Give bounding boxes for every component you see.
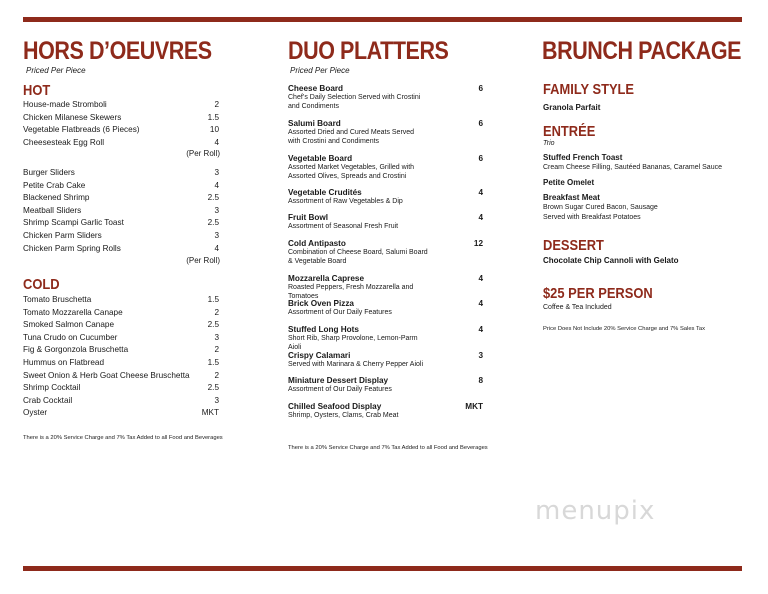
menu-item xyxy=(23,345,219,355)
menu-item xyxy=(23,243,219,253)
menu-item-price: 2.5 xyxy=(207,218,219,228)
platter-desc: Assortment of Seasonal Fresh Fruit xyxy=(288,223,399,230)
hors-footnote: There is a 20% Service Charge and 7% Tax Added to all Food and Beverages xyxy=(23,435,223,441)
menu-item-price: 2 xyxy=(214,370,219,380)
menu-item-name: Tomato Mozzarella Canape xyxy=(23,307,123,317)
platter-item xyxy=(288,213,483,231)
platter-price: 12 xyxy=(473,239,483,248)
platter-name: Salumi Board xyxy=(288,119,341,128)
platter-desc: Assorted Market Vegetables, Grilled with Assorted Olives, Spreads and Crostini xyxy=(288,164,415,180)
platter-price: 6 xyxy=(478,119,483,128)
menu-item xyxy=(23,100,219,109)
menu-item-price: 2.5 xyxy=(207,193,219,203)
menu-item xyxy=(23,383,219,393)
menu-item-name: Crab Cocktail xyxy=(23,395,73,405)
platter-item xyxy=(288,119,483,146)
menu-item-name: Blackened Shrimp xyxy=(23,193,90,203)
platter-desc: Assorted Dried and Cured Meats Served with Crostini and Condiments xyxy=(288,129,415,145)
platter-price: 4 xyxy=(478,325,483,334)
menu-item-price: 1.5 xyxy=(207,295,219,304)
platter-item xyxy=(288,299,483,317)
platter-item xyxy=(288,325,483,352)
menu-item-name: Chicken Parm Sliders xyxy=(23,231,102,240)
menu-item-name: Burger Sliders xyxy=(23,168,75,177)
duo-subtitle: Priced Per Piece xyxy=(290,66,350,75)
menu-item-price: 2 xyxy=(214,307,219,317)
menu-item xyxy=(23,408,219,418)
platter-desc: Shrimp, Oysters, Clams, Crab Meat xyxy=(288,412,399,419)
platter-price: 8 xyxy=(478,376,483,385)
platter-price: 4 xyxy=(478,274,483,283)
platter-name: Fruit Bowl xyxy=(288,213,329,222)
menu-item-price: 4 xyxy=(214,137,219,147)
platter-price: 4 xyxy=(478,299,483,308)
french-toast: Stuffed French Toast xyxy=(543,153,623,162)
petite-omelet: Petite Omelet xyxy=(543,178,595,187)
menu-item-price: MKT xyxy=(201,408,219,418)
price-heading: $25 PER PERSON xyxy=(543,285,653,302)
menu-item-price: 3 xyxy=(214,395,219,405)
platter-item xyxy=(288,376,483,394)
menu-item-price: 4 xyxy=(214,243,219,253)
menu-item xyxy=(23,295,219,304)
menu-item-price: 2 xyxy=(214,345,219,355)
menu-item-price: 3 xyxy=(214,205,219,215)
menu-item-name: Smoked Salmon Canape xyxy=(23,320,115,330)
brunch-title: BRUNCH PACKAGE xyxy=(542,37,742,65)
menu-item xyxy=(23,370,219,380)
hot-note-1: (Per Roll) xyxy=(186,149,220,158)
family-style-heading: FAMILY STYLE xyxy=(543,81,635,98)
menu-item-price: 10 xyxy=(209,125,219,135)
bottom-rule xyxy=(23,566,742,571)
platter-price: 6 xyxy=(478,84,483,93)
platter-desc: Chef’s Daily Selection Served with Crostini and Condiments xyxy=(288,94,421,110)
cold-heading: COLD xyxy=(23,276,60,293)
menu-item xyxy=(23,395,219,405)
menu-item xyxy=(23,168,219,177)
menu-item-name: Shrimp Scampi Garlic Toast xyxy=(23,218,124,228)
menu-item xyxy=(23,137,219,147)
menu-item-price: 1.5 xyxy=(207,112,219,122)
menu-item xyxy=(23,112,219,122)
menu-item-name: Hummus on Flatbread xyxy=(23,358,104,367)
menu-item-name: Sweet Onion & Herb Goat Cheese Bruschetta xyxy=(23,370,190,380)
platter-item xyxy=(288,239,483,266)
hot-note-2: (Per Roll) xyxy=(186,256,220,265)
breakfast-meat-desc-1: Brown Sugar Cured Bacon, Sausage xyxy=(543,204,658,211)
platter-price: 4 xyxy=(478,213,483,222)
menu-item-name: Oyster xyxy=(23,408,48,418)
menu-item-price: 2.5 xyxy=(207,383,219,393)
dessert-heading: DESSERT xyxy=(543,237,604,254)
menu-item-name: Tomato Bruschetta xyxy=(23,295,92,304)
platter-desc: Combination of Cheese Board, Salumi Board & Vegetable Board xyxy=(288,249,428,265)
menu-item-price: 3 xyxy=(214,231,219,240)
menu-item-price: 3 xyxy=(214,332,219,342)
platter-name: Mozzarella Caprese xyxy=(288,274,364,283)
duo-footnote: There is a 20% Service Charge and 7% Tax Added to all Food and Beverages xyxy=(288,445,488,451)
platter-desc: Assortment of Our Daily Features xyxy=(288,309,392,316)
menu-item-name: Chicken Parm Spring Rolls xyxy=(23,243,121,253)
platter-desc: Roasted Peppers, Fresh Mozzarella and Tomatoes xyxy=(288,284,414,300)
menu-item xyxy=(23,231,219,240)
menu-item-name: Cheesesteak Egg Roll xyxy=(23,137,105,147)
platter-item xyxy=(288,274,483,301)
menu-item-name: Chicken Milanese Skewers xyxy=(23,112,122,122)
menu-item-name: House-made Stromboli xyxy=(23,100,107,109)
menu-item-price: 2.5 xyxy=(207,320,219,330)
menu-item xyxy=(23,358,219,367)
breakfast-meat-desc-2: Served with Breakfast Potatoes xyxy=(543,214,641,221)
platter-item xyxy=(288,84,483,111)
menu-item xyxy=(23,332,219,342)
platter-name: Brick Oven Pizza xyxy=(288,299,354,308)
menu-item xyxy=(23,180,219,190)
hors-title: HORS D’OEUVRES xyxy=(23,37,212,65)
platter-item xyxy=(288,351,483,369)
menu-item-price: 4 xyxy=(214,180,219,190)
top-rule xyxy=(23,17,742,22)
platter-price: MKT xyxy=(465,402,483,411)
platter-item xyxy=(288,402,483,420)
entree-sub: Trio xyxy=(543,140,555,147)
platter-name: Stuffed Long Hots xyxy=(288,325,359,334)
platter-name: Vegetable Board xyxy=(288,154,353,163)
menu-item-name: Fig & Gorgonzola Bruschetta xyxy=(23,345,129,355)
platter-price: 4 xyxy=(478,188,483,197)
platter-desc: Short Rib, Sharp Provolone, Lemon-Parm Aioli xyxy=(288,335,418,351)
menu-item-price: 1.5 xyxy=(207,358,219,367)
platter-desc: Assortment of Raw Vegetables & Dip xyxy=(288,198,403,205)
platter-desc: Served with Marinara & Cherry Pepper Aioli xyxy=(288,361,424,368)
platter-desc: Assortment of Our Daily Features xyxy=(288,386,392,393)
hors-subtitle: Priced Per Piece xyxy=(26,66,86,75)
menu-item xyxy=(23,193,219,203)
menu-item-name: Petite Crab Cake xyxy=(23,180,86,190)
platter-price: 6 xyxy=(478,154,483,163)
platter-name: Cheese Board xyxy=(288,84,344,93)
platter-price: 3 xyxy=(478,351,483,360)
menu-item-price: 3 xyxy=(214,168,219,177)
menu-item xyxy=(23,125,219,135)
platter-name: Miniature Dessert Display xyxy=(288,376,389,385)
menu-item-name: Tuna Crudo on Cucumber xyxy=(23,332,118,342)
menu-item xyxy=(23,205,219,215)
french-toast-desc: Cream Cheese Filling, Sautéed Bananas, Caramel Sauce xyxy=(543,164,722,171)
menu-item xyxy=(23,320,219,330)
menu-item-name: Shrimp Cocktail xyxy=(23,383,81,393)
brunch-disclaimer: Price Does Not Include 20% Service Charge and 7% Sales Tax xyxy=(543,326,705,332)
menu-item-name: Vegetable Flatbreads (6 Pieces) xyxy=(23,125,140,135)
menu-item xyxy=(23,218,219,228)
platter-item xyxy=(288,154,483,181)
platter-name: Cold Antipasto xyxy=(288,239,346,248)
entree-heading: ENTRÉE xyxy=(543,123,596,140)
menu-item-name: Meatball Sliders xyxy=(23,205,82,215)
platter-name: Chilled Seafood Display xyxy=(288,402,382,411)
price-sub: Coffee & Tea Included xyxy=(543,304,612,311)
breakfast-meat: Breakfast Meat xyxy=(543,193,600,202)
duo-title: DUO PLATTERS xyxy=(288,37,449,65)
family-style-item: Granola Parfait xyxy=(543,103,601,112)
platter-name: Vegetable Crudités xyxy=(288,188,362,197)
menu-item-price: 2 xyxy=(214,100,219,109)
hot-heading: HOT xyxy=(23,82,51,99)
dessert-item: Chocolate Chip Cannoli with Gelato xyxy=(543,256,679,265)
watermark-logo: menupix xyxy=(535,496,656,526)
platter-item xyxy=(288,188,483,206)
menu-item xyxy=(23,307,219,317)
platter-name: Crispy Calamari xyxy=(288,351,351,360)
